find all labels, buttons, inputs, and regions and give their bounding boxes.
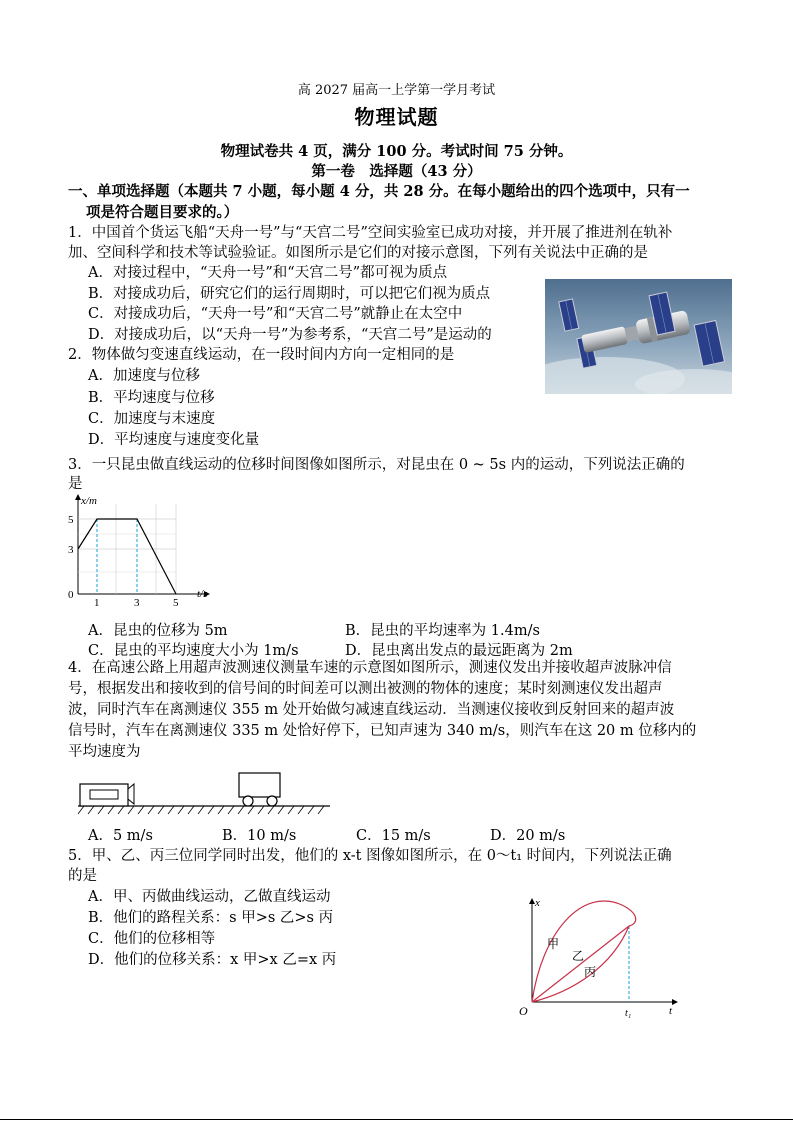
q4-option-c: C．15 m/s [356,828,431,844]
q3-x-tick-5: 5 [173,597,179,609]
q1-option-c: C．对接成功后，“天舟一号”和“天宫二号”就静止在太空中 [88,306,463,322]
q5-jia-label: 甲 [547,937,560,951]
q3-stem-line1: 3．一只昆虫做直线运动的位移时间图像如图所示，对昆虫在 0 ~ 5s 内的运动，下列说法正确的 [68,457,685,473]
q3-x-tick-1: 1 [94,597,100,609]
q4-option-d: D．20 m/s [490,828,566,844]
q5-stem-line1: 5．甲、乙、丙三位同学同时出发，他们的 x-t 图像如图所示，在 0～t₁ 时间内，下列说法正确 [68,848,672,864]
section-heading-line2: 项是符合题目要求的。） [86,204,239,221]
volume-heading: 第一卷 选择题（43 分） [311,163,482,180]
q2-option-c: C．加速度与末速度 [88,411,216,427]
q4-option-a: A．5 m/s [88,828,153,844]
q2-stem: 2．物体做匀变速直线运动，在一段时间内方向一定相同的是 [68,347,455,363]
section-heading-line1: 一、单项选择题（本题共 7 小题，每小题 4 分，共 28 分。在每小题给出的四个选项中，只有一 [68,183,690,200]
q4-stem-line5: 平均速度为 [68,744,141,760]
q5-bing-label: 丙 [584,965,597,979]
q5-t1-label: t₁ [625,1008,632,1019]
q5-option-b: B．他们的路程关系：s 甲>s 乙>s 丙 [88,910,334,926]
q1-option-b: B．对接成功后，研究它们的运行周期时，可以把它们视为质点 [88,286,491,302]
q5-x-axis-label: t [669,1005,673,1017]
paper-info: 物理试卷共 4 页，满分 100 分。考试时间 75 分钟。 [220,143,573,160]
q3-x-axis-label: t/s [197,588,208,600]
q2-option-b: B．平均速度与位移 [88,390,215,406]
q5-origin-label: O [519,1004,528,1018]
q3-x-tick-3: 3 [134,597,140,609]
q2-option-d: D．平均速度与速度变化量 [88,432,260,448]
q1-stem-line2: 加、空间科学和技术等试验验证。如图所示是它们的对接示意图，下列有关说法中正确的是 [68,245,648,261]
q5-option-d: D．他们的位移关系：x 甲>x 乙=x 丙 [88,952,337,968]
q4-stem-line1: 4．在高速公路上用超声波测速仪测量车速的示意图如图所示，测速仪发出并接收超声波脉冲信 [68,660,672,676]
q3-option-c: C．昆虫的平均速度大小为 1m/s [88,643,299,659]
q4-speed-detector-diagram [76,768,332,818]
q5-stem-line2: 的是 [68,868,97,884]
exam-title-line: 高 2027 届高一上学第一学月考试 [297,83,496,98]
page-bottom-rule [0,1119,793,1120]
q5-option-c: C．他们的位移相等 [88,931,216,947]
q3-option-d: D．昆虫离出发点的最远距离为 2m [345,643,573,659]
q2-option-a: A．加速度与位移 [88,368,200,384]
q4-stem-line3: 波，同时汽车在离测速仪 355 m 处开始做匀减速直线运动．当测速仪接收到反射回来的超声波 [68,702,675,718]
q3-option-a: A．昆虫的位移为 5m [88,623,228,639]
q1-option-a: A．对接过程中，“天舟一号”和“天宫二号”都可视为质点 [88,265,448,281]
q1-option-d: D．对接成功后，以“天舟一号”为参考系，“天宫二号”是运动的 [88,327,492,343]
q3-option-b: B．昆虫的平均速率为 1.4m/s [345,623,540,639]
q3-origin-label: 0 [68,589,74,601]
q5-xt-graph [512,892,684,1022]
q3-y-axis-label: x/m [81,495,97,507]
q4-stem-line2: 号，根据发出和接收到的信号间的时间差可以测出被测的物体的速度；某时刻测速仪发出超声 [68,681,663,697]
q3-y-tick-5: 5 [68,514,74,526]
q3-stem-line2: 是 [68,476,83,492]
q4-stem-line4: 信号时，汽车在离测速仪 335 m 处恰好停下，已知声速为 340 m/s，则汽车在这 20 m 位移内的 [68,723,697,739]
q3-xt-graph [64,492,214,612]
q1-stem-line1: 1．中国首个货运飞船“天舟一号”与“天宫二号”空间实验室已成功对接，并开展了推进剂在轨补 [68,225,673,241]
docking-spacecraft-image [545,279,732,394]
q3-y-tick-3: 3 [68,544,74,556]
q5-yi-label: 乙 [572,949,585,963]
q5-y-axis-label: x [535,897,540,909]
q5-option-a: A．甲、丙做曲线运动，乙做直线运动 [88,889,331,905]
paper-title: 物理试题 [354,105,439,129]
q4-option-b: B．10 m/s [222,828,297,844]
